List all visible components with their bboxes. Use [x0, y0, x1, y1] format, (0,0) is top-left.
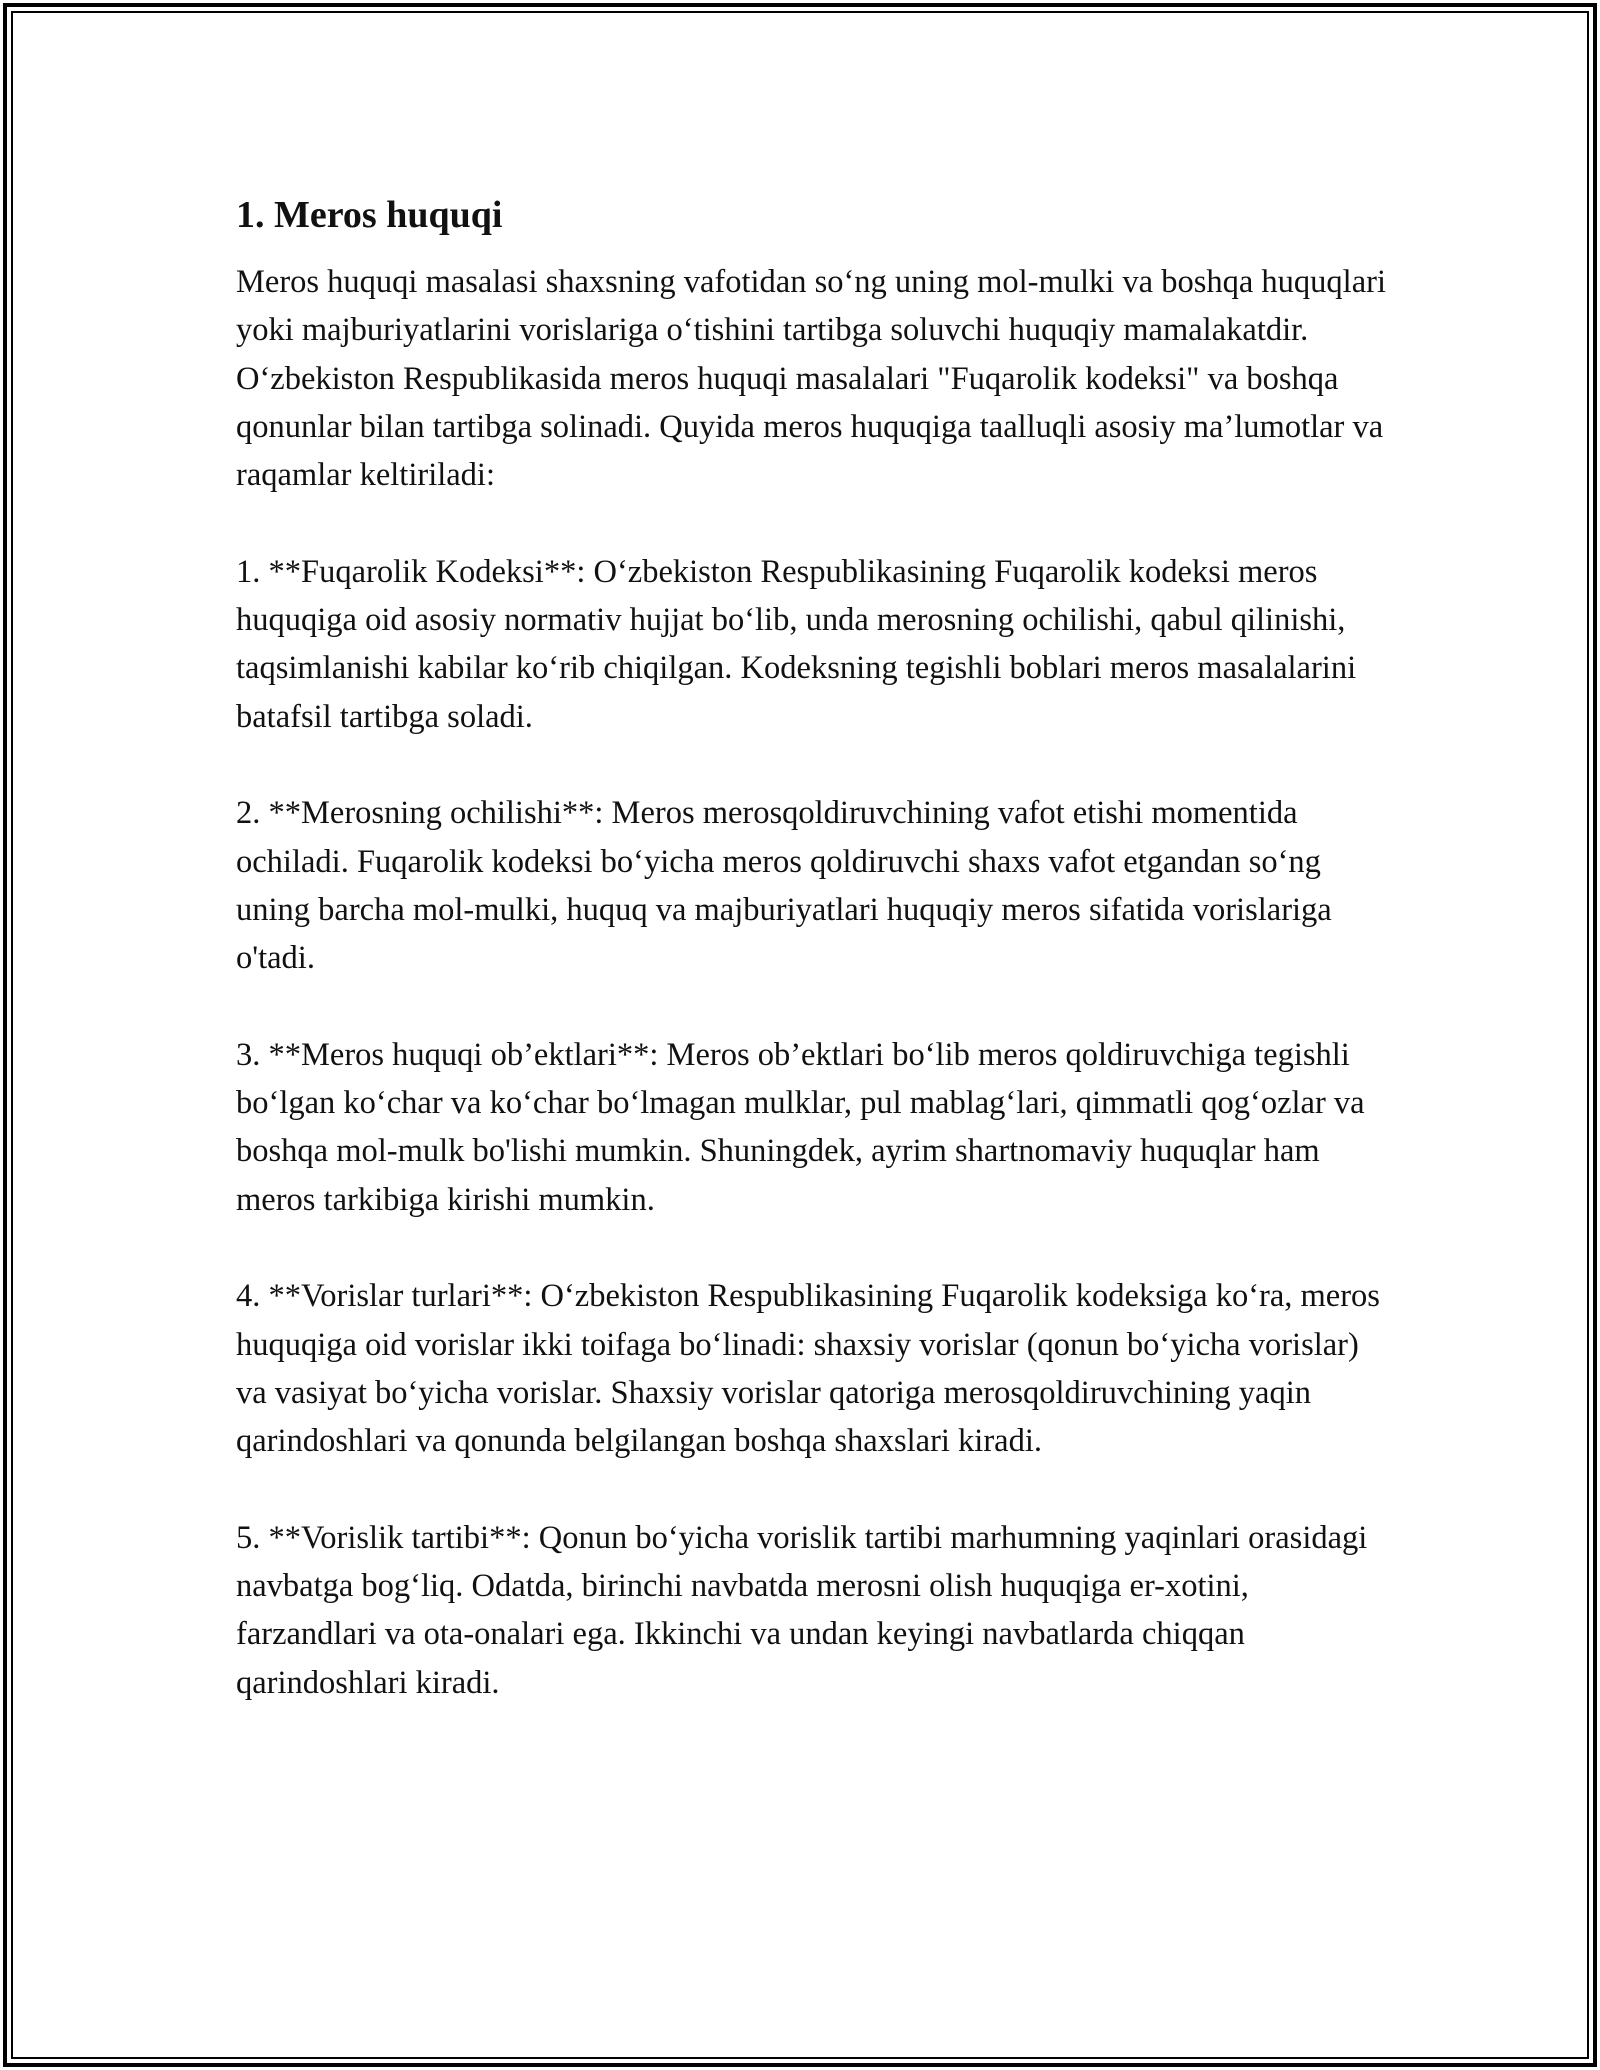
- list-item-vorislar-turlari: 4. **Vorislar turlari**: O‘zbekiston Respublikasining Fuqarolik kodeksiga ko‘ra, meros huquqiga oid vorislar ikki toifaga bo‘linadi: shaxsiy vorislar (qonun bo‘yicha vorislar) va vasiyat bo‘yicha vorislar. Shaxsiy vorislar qatoriga merosqoldiruvchining yaqin qarindoshlari va qonunda belgilangan boshqa shaxslari kiradi.: [236, 1278, 1380, 1460]
- intro-paragraph: Meros huquqi masalasi shaxsning vafotidan so‘ng uning mol-mulki va boshqa huquqlari yoki majburiyatlarini vorislariga o‘tishini tartibga soluvchi huquqiy mamalakatdir. O‘zbekiston Respublikasida meros huquqi masalalari "Fuqarolik kodeksi" va boshqa qonunlar bilan tartibga solinadi. Quyida meros huquqiga taalluqli asosiy ma’lumotlar va raqamlar keltiriladi:: [236, 264, 1386, 494]
- section-title: 1. Meros huquqi: [236, 194, 503, 236]
- list-item-merosning-ochilishi: 2. **Merosning ochilishi**: Meros merosqoldiruvchining vafot etishi momentida ochiladi. Fuqarolik kodeksi bo‘yicha meros qoldiruvchi shaxs vafot etgandan so‘ng uning barcha mol-mulki, huquq va majburiyatlari huquqiy meros sifatida vorislariga o'tadi.: [236, 795, 1332, 977]
- list-item-meros-obektlari: 3. **Meros huquqi ob’ektlari**: Meros ob’ektlari bo‘lib meros qoldiruvchiga tegishli bo‘lgan ko‘char va ko‘char bo‘lmagan mulklar, pul mablag‘lari, qimmatli qog‘ozlar va boshqa mol-mulk bo'lishi mumkin. Shuningdek, ayrim shartnomaviy huquqlar ham meros tarkibiga kirishi mumkin.: [236, 1036, 1365, 1218]
- list-item-fuqarolik-kodeksi: 1. **Fuqarolik Kodeksi**: O‘zbekiston Respublikasining Fuqarolik kodeksi meros huquqiga oid asosiy normativ hujjat bo‘lib, unda merosning ochilishi, qabul qilinishi, taqsimlanishi kabilar ko‘rib chiqilgan. Kodeksning tegishli boblari meros masalalarini batafsil tartibga soladi.: [236, 553, 1357, 735]
- document-body: [236, 186, 1386, 1707]
- list-item-vorislik-tartibi: 5. **Vorislik tartibi**: Qonun bo‘yicha vorislik tartibi marhumning yaqinlari orasidagi navbatga bog‘liq. Odatda, birinchi navbatda merosni olish huquqiga er-xotini, farzandlari va ota-onalari ega. Ikkinchi va undan keyingi navbatlarda chiqqan qarindoshlari kiradi.: [236, 1519, 1368, 1701]
